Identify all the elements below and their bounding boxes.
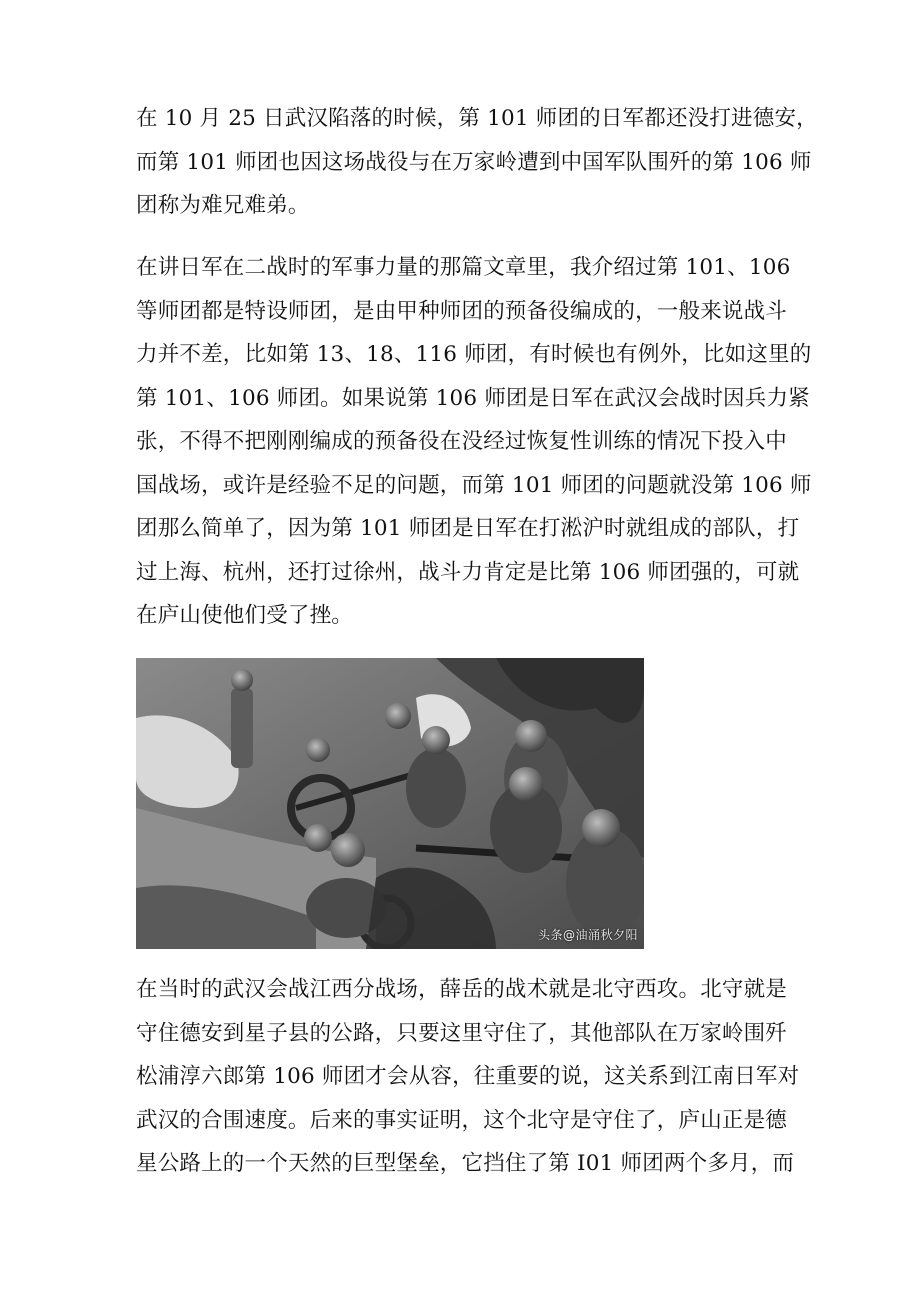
photo-illustration: [136, 658, 644, 949]
text-line: 在 10 月 25 日武汉陷落的时候，第 101 师团的日军都还没打进德安，: [136, 106, 818, 131]
text-line: 武汉的合围速度。后来的事实证明，这个北守是守住了，庐山正是德: [136, 1107, 788, 1133]
text-line: 在当时的武汉会战江西分战场，薛岳的战术就是北守西攻。北守就是: [136, 977, 788, 1002]
text-line: 国战场，或许是经验不足的问题，而第 101 师团的问题就没第 106 师: [136, 472, 812, 498]
text-line: 第 101、106 师团。如果说第 106 师团是日军在武汉会战时因兵力紧: [136, 385, 810, 411]
text-line: 在庐山使他们受了挫。: [136, 603, 354, 628]
text-line: 松浦淳六郎第 106 师团才会从容，往重要的说，这关系到江南日军对: [136, 1064, 800, 1089]
paragraph-1: [136, 97, 818, 228]
paragraph-3: [136, 968, 800, 1186]
text-line: 等师团都是特设师团，是由甲种师团的预备役编成的，一般来说战斗: [136, 298, 788, 324]
text-line: 团称为难兄难弟。: [136, 193, 310, 218]
text-line: 而第 101 师团也因这场战役与在万家岭遭到中国军队围歼的第 106 师: [136, 149, 812, 175]
paragraph-2: [136, 246, 812, 638]
text-line: 在讲日军在二战时的军事力量的那篇文章里，我介绍过第 101、106: [136, 255, 791, 280]
text-line: 守住德安到星子县的公路，只要这里守住了，其他部队在万家岭围歼: [136, 1020, 788, 1046]
text-line: 星公路上的一个天然的巨型堡垒，它挡住了第 I01 师团两个多月，而: [136, 1151, 795, 1176]
text-line: 力并不差，比如第 13、18、116 师团，有时候也有例外，比如这里的: [136, 342, 812, 367]
war-photo: [136, 658, 644, 949]
text-line: 张，不得不把刚刚编成的预备役在没经过恢复性训练的情况下投入中: [136, 429, 788, 454]
photo-watermark: 头条@油涌秋夕阳: [537, 928, 638, 942]
text-line: 过上海、杭州，还打过徐州，战斗力肯定是比第 106 师团强的，可就: [136, 559, 800, 585]
text-line: 团那么简单了，因为第 101 师团是日军在打淞沪时就组成的部队，打: [136, 516, 800, 541]
